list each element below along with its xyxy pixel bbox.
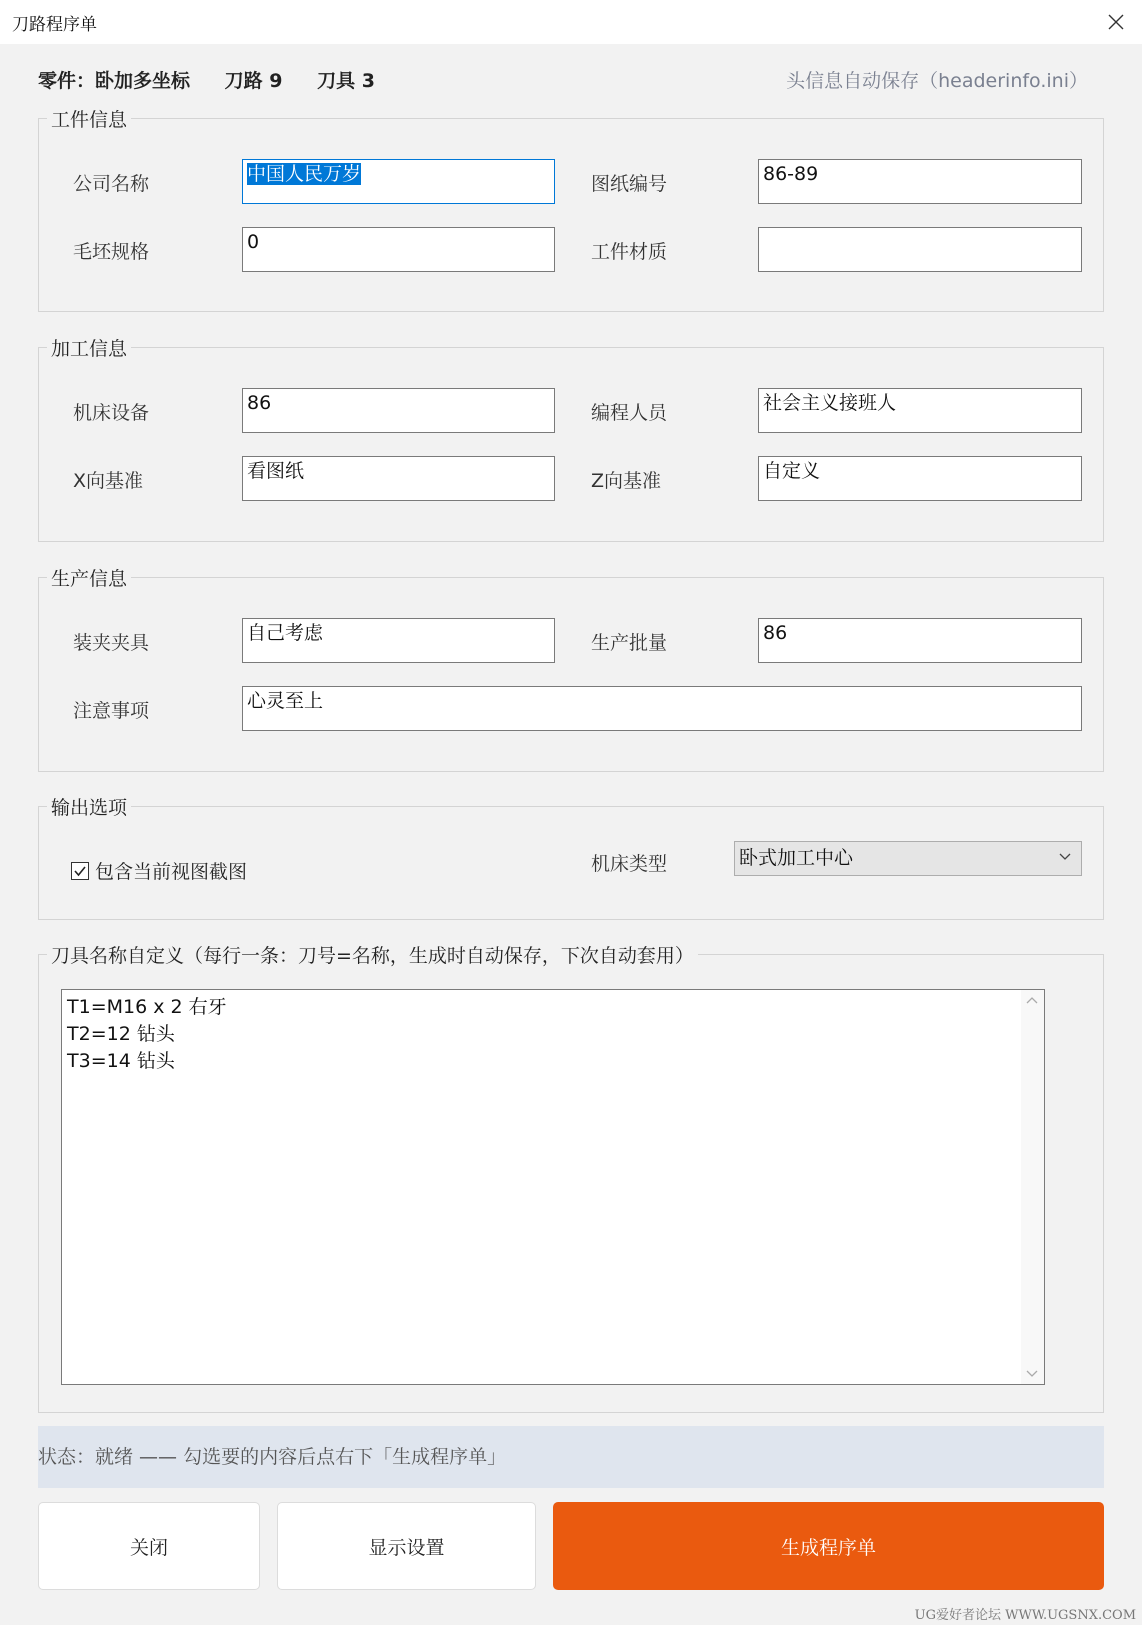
fixture-field[interactable]: 自己考虑 bbox=[242, 618, 555, 663]
generate-button[interactable]: 生成程序单 bbox=[553, 1502, 1104, 1590]
window-title: 刀路程序单 bbox=[12, 15, 97, 35]
blank-spec-label: 毛坯规格 bbox=[73, 241, 150, 263]
watermark: UG爱好者论坛 WWW.UGSNX.COM bbox=[914, 1608, 1136, 1623]
x-datum-label: X向基准 bbox=[73, 470, 144, 492]
tool-names-textarea[interactable] bbox=[61, 989, 1045, 1385]
part-info: 零件：卧加多坐标 bbox=[38, 70, 191, 92]
machine-type-value: 卧式加工中心 bbox=[739, 847, 854, 869]
tool-names-group bbox=[38, 945, 1104, 1413]
drawing-number-field[interactable]: 86-89 bbox=[758, 159, 1082, 204]
tool-line: T2=12 钻头 bbox=[67, 1023, 175, 1045]
close-window-button[interactable] bbox=[1090, 0, 1142, 44]
toolpath-count: 刀路 9 bbox=[224, 70, 283, 92]
status-bar bbox=[38, 1426, 1104, 1488]
batch-label: 生产批量 bbox=[591, 632, 668, 654]
machine-type-select[interactable] bbox=[734, 841, 1082, 876]
group-title: 刀具名称自定义（每行一条：刀号=名称，生成时自动保存，下次自动套用） bbox=[47, 941, 698, 968]
notes-field[interactable]: 心灵至上 bbox=[242, 686, 1082, 731]
checkbox-box[interactable] bbox=[71, 862, 89, 880]
x-datum-field[interactable]: 看图纸 bbox=[242, 456, 555, 501]
tool-line: T3=14 钻头 bbox=[67, 1050, 175, 1072]
machine-field[interactable]: 86 bbox=[242, 388, 555, 433]
vertical-scrollbar[interactable] bbox=[1021, 990, 1044, 1384]
include-screenshot-label: 包含当前视图截图 bbox=[95, 861, 248, 883]
group-title: 工件信息 bbox=[47, 105, 131, 132]
output-group bbox=[38, 797, 1104, 920]
programmer-label: 编程人员 bbox=[591, 402, 668, 424]
fixture-label: 装夹夹具 bbox=[73, 632, 150, 654]
display-settings-button[interactable]: 显示设置 bbox=[277, 1502, 536, 1590]
machining-group bbox=[38, 338, 1104, 542]
scroll-up-icon[interactable] bbox=[1025, 994, 1039, 1006]
group-title: 加工信息 bbox=[47, 334, 131, 361]
material-label: 工件材质 bbox=[591, 241, 668, 263]
chevron-down-icon bbox=[1059, 842, 1071, 882]
group-title: 生产信息 bbox=[47, 564, 131, 591]
tool-count: 刀具 3 bbox=[317, 70, 375, 92]
machine-type-label: 机床类型 bbox=[591, 853, 668, 875]
tool-line: T1=M16 x 2 右牙 bbox=[67, 996, 227, 1018]
checkmark-icon bbox=[73, 864, 87, 878]
autosave-note: 头信息自动保存（headerinfo.ini） bbox=[786, 70, 1088, 92]
summary-info bbox=[38, 66, 403, 93]
notes-label: 注意事项 bbox=[73, 700, 150, 722]
machine-label: 机床设备 bbox=[73, 402, 150, 424]
production-group bbox=[38, 568, 1104, 772]
close-button[interactable]: 关闭 bbox=[38, 1502, 260, 1590]
programmer-field[interactable]: 社会主义接班人 bbox=[758, 388, 1082, 433]
status-text: 状态：就绪 —— 勾选要的内容后点右下「生成程序单」 bbox=[38, 1446, 507, 1468]
include-screenshot-checkbox[interactable] bbox=[71, 857, 247, 884]
blank-spec-field[interactable]: 0 bbox=[242, 227, 555, 272]
company-field[interactable]: 中国人民万岁 bbox=[242, 159, 555, 204]
group-title: 输出选项 bbox=[47, 793, 131, 820]
scroll-down-icon[interactable] bbox=[1025, 1368, 1039, 1380]
close-icon bbox=[1107, 13, 1125, 31]
material-field[interactable] bbox=[758, 227, 1082, 272]
z-datum-label: Z向基准 bbox=[591, 470, 662, 492]
drawing-number-label: 图纸编号 bbox=[591, 173, 668, 195]
title-bar bbox=[0, 0, 1142, 44]
workpiece-group bbox=[38, 109, 1104, 312]
company-label: 公司名称 bbox=[73, 173, 150, 195]
batch-field[interactable]: 86 bbox=[758, 618, 1082, 663]
z-datum-field[interactable]: 自定义 bbox=[758, 456, 1082, 501]
